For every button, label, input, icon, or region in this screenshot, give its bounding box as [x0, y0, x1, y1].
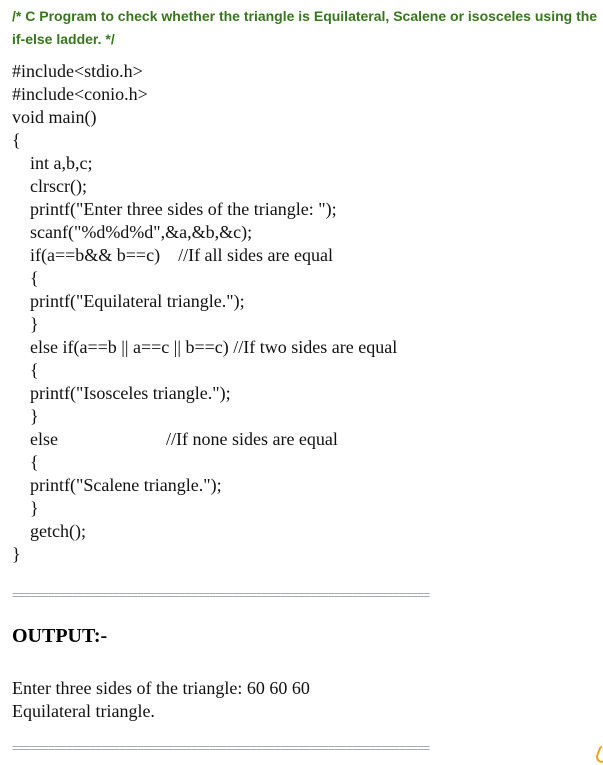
code-line: { — [12, 130, 21, 150]
code-line: void main() — [12, 107, 97, 127]
code-line: printf("Equilateral triangle."); — [12, 291, 245, 311]
code-line: { — [12, 268, 39, 288]
code-line: clrscr(); — [12, 176, 87, 196]
program-heading-comment: /* C Program to check whether the triangle is Equilateral, Scalene or isosceles using the if-else ladder. */ — [12, 8, 598, 47]
output-line-result: Equilateral triangle. — [12, 701, 155, 721]
code-block — [12, 60, 397, 566]
code-line: else //If none sides are equal — [12, 429, 338, 449]
code-line: } — [12, 498, 39, 518]
partial-edge-icon — [594, 743, 603, 764]
code-line: #include<stdio.h> — [12, 61, 143, 81]
code-line: getch(); — [12, 521, 86, 541]
code-line: printf("Enter three sides of the triangle: "); — [12, 199, 337, 219]
code-line: } — [12, 314, 39, 334]
code-line: printf("Scalene triangle."); — [12, 475, 222, 495]
code-line: #include<conio.h> — [12, 84, 148, 104]
code-line: else if(a==b || a==c || b==c) //If two sides are equal — [12, 337, 398, 357]
separator-line-bottom: ====================================================================== — [12, 742, 430, 754]
output-line-prompt: Enter three sides of the triangle: 60 60 60 — [12, 678, 310, 698]
code-line: if(a==b&& b==c) //If all sides are equal — [12, 245, 334, 265]
code-line: } — [12, 544, 21, 564]
separator-line-top: ====================================================================== — [12, 589, 430, 601]
code-line: int a,b,c; — [12, 153, 93, 173]
code-line: scanf("%d%d%d",&a,&b,&c); — [12, 222, 253, 242]
output-heading: OUTPUT:- — [12, 625, 108, 647]
code-line: } — [12, 406, 39, 426]
code-line: { — [12, 360, 39, 380]
code-line: { — [12, 452, 39, 472]
code-line: printf("Isosceles triangle."); — [12, 383, 231, 403]
